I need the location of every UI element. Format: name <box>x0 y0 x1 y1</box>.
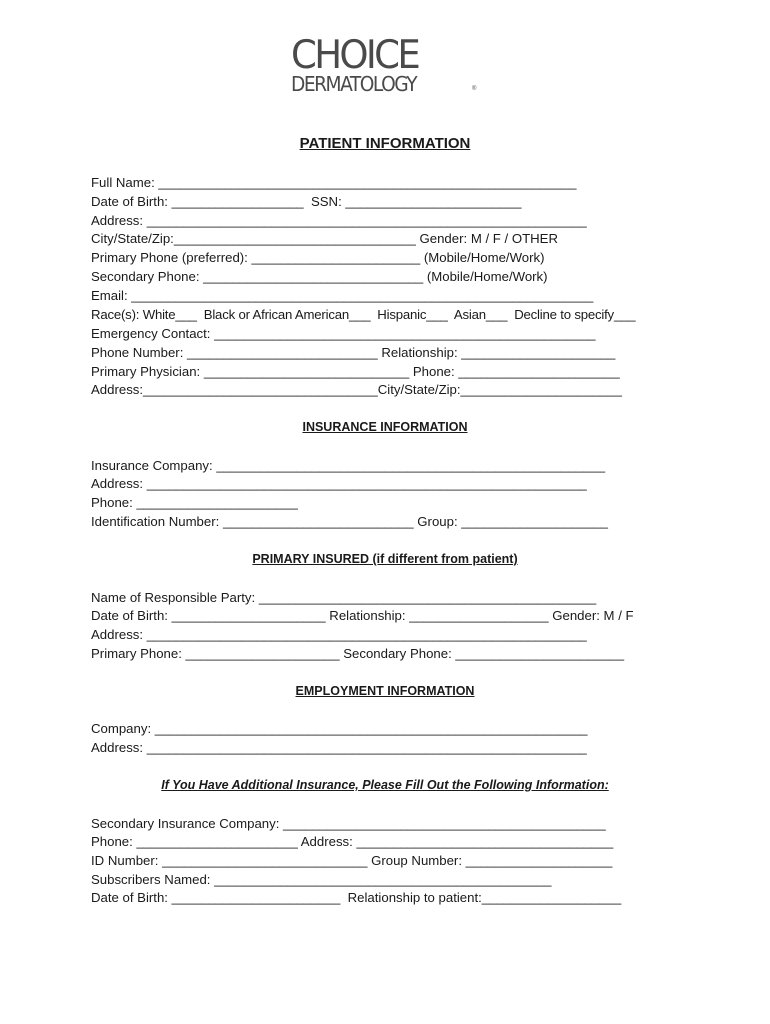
address-field[interactable]: Address: ____________________________________________________________ <box>91 213 587 228</box>
id-group-number-field[interactable]: ID Number: ____________________________ Group Number: ____________________ <box>91 853 613 868</box>
race-field[interactable]: Race(s): White___ Black or African American___ Hispanic___ Asian___ Decline to specify___ <box>91 307 636 322</box>
primary-insured-title: PRIMARY INSURED (if different from patient) <box>252 552 518 566</box>
secondary-insurance-company-field[interactable]: Secondary Insurance Company: ____________________________________________ <box>91 816 606 831</box>
city-state-zip-gender-field[interactable]: City/State/Zip:_________________________________ Gender: M / F / OTHER <box>91 231 559 246</box>
physician-address-field[interactable]: Address:________________________________City/State/Zip:______________________ <box>91 382 622 397</box>
secondary-phone-field[interactable]: Secondary Phone: ______________________________ (Mobile/Home/Work) <box>91 269 548 284</box>
choice-dermatology-logo <box>291 33 491 98</box>
logo-wordmark-dermatology: DERMATOLOGY <box>291 72 417 96</box>
primary-physician-field[interactable]: Primary Physician: ____________________________ Phone: ______________________ <box>91 364 620 379</box>
secondary-phone-address-field[interactable]: Phone: ______________________ Address: ___________________________________ <box>91 834 614 849</box>
responsible-party-field[interactable]: Name of Responsible Party: ______________________________________________ <box>91 590 597 605</box>
insurance-address-field[interactable]: Address: ____________________________________________________________ <box>91 476 587 491</box>
patient-info-title: PATIENT INFORMATION <box>299 135 471 152</box>
registered-mark: ® <box>472 86 477 92</box>
subscribers-named-field[interactable]: Subscribers Named: ______________________________________________ <box>91 872 552 887</box>
insured-address-field[interactable]: Address: ____________________________________________________________ <box>91 627 587 642</box>
insurance-company-field[interactable]: Insurance Company: _____________________________________________________ <box>91 458 606 473</box>
primary-phone-field[interactable]: Primary Phone (preferred): _______________________ (Mobile/Home/Work) <box>91 250 545 265</box>
email-field[interactable]: Email: _______________________________________________________________ <box>91 288 594 303</box>
phone-relationship-field[interactable]: Phone Number: __________________________ Relationship: _____________________ <box>91 345 616 360</box>
identification-group-field[interactable]: Identification Number: __________________________ Group: ____________________ <box>91 514 608 529</box>
employer-address-field[interactable]: Address: ____________________________________________________________ <box>91 740 587 755</box>
additional-insurance-title: If You Have Additional Insurance, Please Fill Out the Following Information: <box>161 778 609 792</box>
insurance-phone-field[interactable]: Phone: ______________________ <box>91 495 298 510</box>
subscriber-dob-relationship-field[interactable]: Date of Birth: _______________________ Relationship to patient:___________________ <box>91 890 622 905</box>
emergency-contact-field[interactable]: Emergency Contact: ____________________________________________________ <box>91 326 596 341</box>
full-name-field[interactable]: Full Name: _________________________________________________________ <box>91 175 577 190</box>
insurance-info-title: INSURANCE INFORMATION <box>302 420 468 434</box>
insured-phone-field[interactable]: Primary Phone: _____________________ Secondary Phone: _______________________ <box>91 646 625 661</box>
dob-ssn-field[interactable]: Date of Birth: __________________ SSN: ________________________ <box>91 194 522 209</box>
employment-info-title: EMPLOYMENT INFORMATION <box>295 684 475 698</box>
logo-wordmark-choice: CHOICE <box>291 33 419 78</box>
employer-company-field[interactable]: Company: ___________________________________________________________ <box>91 721 588 736</box>
insured-dob-relationship-field[interactable]: Date of Birth: _____________________ Relationship: ___________________ Gender: M / F <box>91 608 634 623</box>
